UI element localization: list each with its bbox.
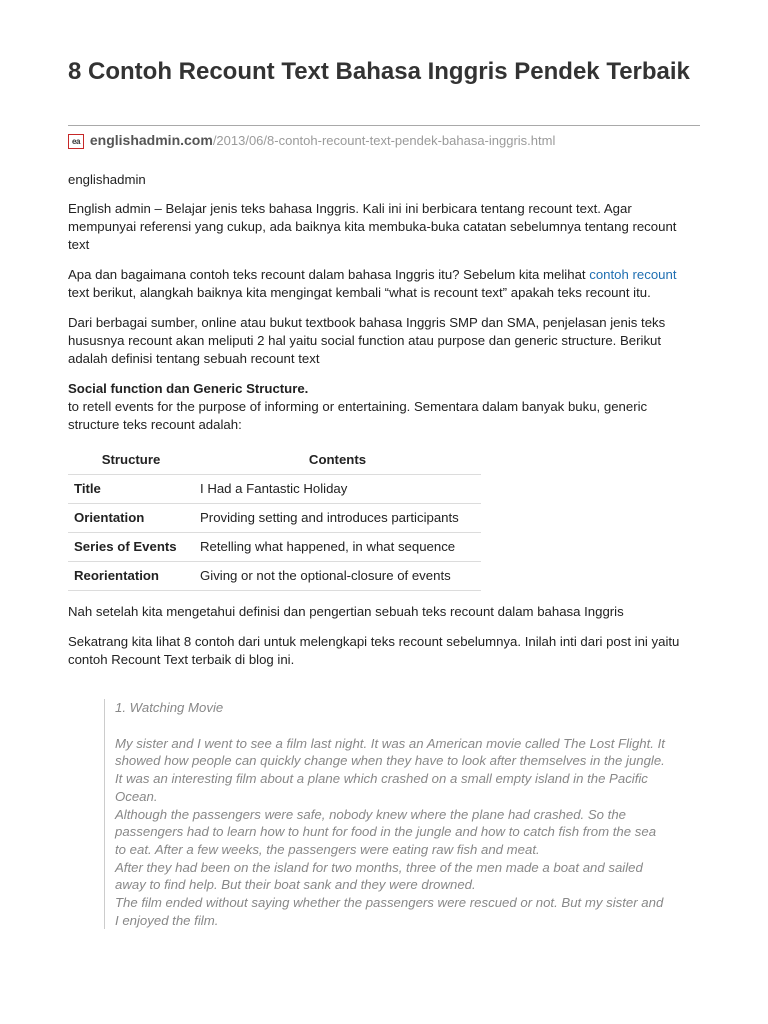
social-function-heading: Social function dan Generic Structure. (68, 381, 309, 396)
table-row (68, 533, 481, 562)
examples-intro-paragraph: Sekatrang kita lihat 8 contoh dari untuk melengkapi teks recount sebelumnya. Inilah inti dari post ini yaitu contoh Recount Text terbaik di blog ini. (68, 634, 680, 667)
table-cell-label: Title (68, 475, 194, 504)
table-cell-content: Giving or not the optional-closure of events (194, 562, 481, 591)
source-domain-link[interactable]: englishadmin.com (89, 132, 213, 148)
question-text-after: text berikut, alangkah baiknya kita mengingat kembali “what is recount text” apakah teks recount itu. (68, 285, 651, 300)
page-title: 8 Contoh Recount Text Bahasa Inggris Pendek Terbaik (68, 58, 690, 85)
table-cell-label: Series of Events (68, 533, 194, 562)
table-header-contents: Contents (194, 445, 481, 475)
question-paragraph (68, 266, 700, 302)
table-cell-label: Orientation (68, 504, 194, 533)
title-divider (68, 125, 700, 126)
definition-paragraph: Nah setelah kita mengetahui definisi dan pengertian sebuah teks recount dalam bahasa Inggris (68, 604, 624, 619)
example-paragraph: The film ended without saying whether the passengers were rescued or not. But my sister and I enjoyed the film. (115, 895, 664, 928)
author-name: englishadmin (68, 172, 146, 187)
source-path-link[interactable]: /2013/06/8-contoh-recount-text-pendek-bahasa-inggris.html (212, 133, 556, 148)
example-blockquote (104, 699, 665, 929)
table-row (68, 504, 481, 533)
table-row (68, 475, 481, 504)
contoh-recount-link[interactable]: contoh recount (589, 267, 677, 282)
table-cell-label: Reorientation (68, 562, 194, 591)
example-paragraph: Although the passengers were safe, nobody knew where the plane had crashed. So the passengers had to learn how to hunt for food in the jungle and how to catch fish from the sea to eat. After a few weeks, the passengers were eating raw fish and meat. (115, 806, 657, 857)
article-body (68, 171, 700, 929)
example-paragraph: My sister and I went to see a film last night. It was an American movie called The Lost Flight. It showed how people can quickly change when they have to look after themselves in the jungle. It was an interesting film about a plane which crashed on a small empty island in the Pacific Ocean. (115, 735, 665, 804)
generic-structure-table (68, 445, 481, 591)
example-title: 1. Watching Movie (115, 700, 224, 715)
intro-paragraph: English admin – Belajar jenis teks bahasa Inggris. Kali ini ini berbicara tentang recount text. Agar mempunyai referensi yang cukup, ada baiknya kita membuka-buka catatan sebelumnya tentang recount text (68, 201, 677, 252)
table-cell-content: I Had a Fantastic Holiday (194, 475, 481, 504)
source-line (68, 131, 555, 150)
question-text-before: Apa dan bagaimana contoh teks recount dalam bahasa Inggris itu? Sebelum kita melihat (68, 267, 590, 282)
sources-paragraph: Dari berbagai sumber, online atau bukut textbook bahasa Inggris SMP dan SMA, penjelasan jenis teks hususnya recount akan meliputi 2 hal yaitu social function atau purpose dan generic structure. Berikut adalah definisi tentang sebuah recount text (68, 315, 666, 366)
social-function-text: to retell events for the purpose of informing or entertaining. Sementara dalam banyak buku, generic structure teks recount adalah: (68, 399, 648, 432)
table-cell-content: Providing setting and introduces participants (194, 504, 481, 533)
table-row (68, 562, 481, 591)
example-paragraph: After they had been on the island for two months, three of the men made a boat and sailed away to find help. But their boat sank and they were drowned. (115, 859, 643, 893)
table-cell-content: Retelling what happened, in what sequence (194, 533, 481, 562)
site-logo-icon: ea (68, 134, 84, 149)
table-header-row (68, 445, 481, 475)
table-header-structure: Structure (68, 445, 194, 475)
